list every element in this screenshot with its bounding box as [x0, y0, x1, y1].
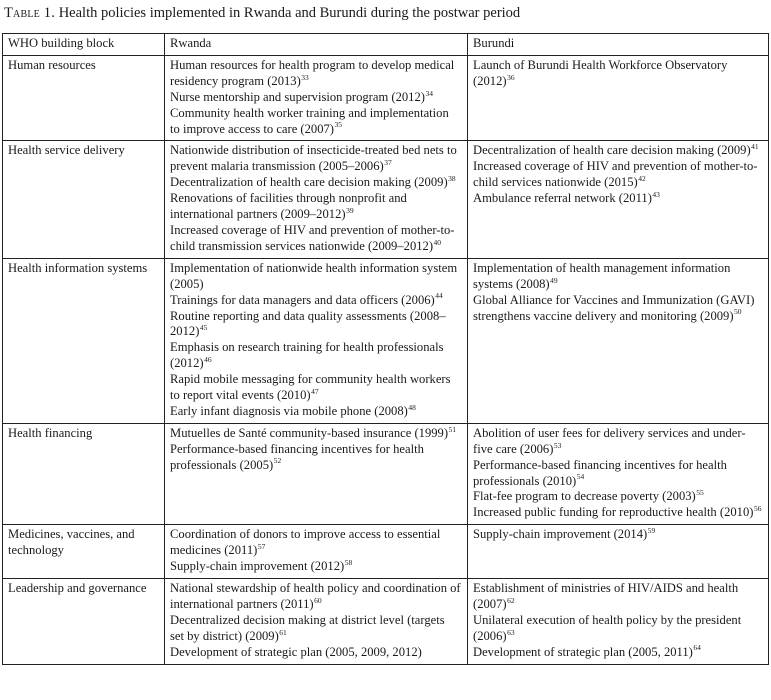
rwanda-policies-cell: [165, 55, 468, 141]
reference-superscript: 64: [693, 643, 701, 653]
reference-superscript: 47: [311, 386, 319, 396]
policy-text: Human resources for health program to develop medical residency program (2013): [170, 57, 455, 88]
policy-text: Flat-fee program to decrease poverty (2003): [473, 489, 696, 504]
policy-item: [170, 613, 461, 645]
policy-item: [473, 159, 762, 191]
policy-text: Nationwide distribution of insecticide-treated bed nets to prevent malaria transmission (2005–2006): [170, 143, 457, 174]
reference-superscript: 63: [507, 627, 515, 637]
policy-text: Trainings for data managers and data officers (2006): [170, 292, 435, 307]
reference-superscript: 51: [448, 424, 457, 434]
policy-text: Decentralization of health care decision making (2009): [473, 143, 751, 158]
reference-superscript: 39: [346, 205, 354, 215]
rwanda-policy-list: [170, 527, 461, 575]
policy-item: [170, 527, 461, 559]
reference-superscript: 38: [448, 174, 456, 184]
reference-superscript: 53: [553, 440, 562, 450]
reference-superscript: 52: [273, 456, 282, 466]
policy-text: Implementation of health management information systems (2008): [473, 260, 731, 291]
rwanda-policies-cell: [165, 141, 468, 258]
policy-text: Coordination of donors to improve access to essential medicines (2011): [170, 527, 441, 558]
burundi-policies-cell: [468, 525, 769, 579]
reference-superscript: 44: [435, 291, 443, 301]
table-caption: [4, 4, 520, 22]
policy-text: Establishment of ministries of HIV/AIDS and health (2007): [473, 581, 739, 611]
policy-item: [473, 261, 762, 293]
rwanda-policies-cell: [165, 579, 468, 665]
policy-item: [170, 106, 461, 138]
table-title: Health policies implemented in Rwanda and Burundi during the postwar period: [55, 5, 521, 21]
policy-item: [473, 58, 762, 90]
reference-superscript: 55: [696, 488, 704, 498]
burundi-policies-cell: [468, 579, 769, 665]
reference-superscript: 54: [576, 472, 585, 482]
policy-text: Performance-based financing incentives for health professionals (2010): [473, 457, 727, 488]
building-block-cell: Health financing: [3, 423, 165, 524]
policy-text: Performance-based financing incentives for health professionals (2005): [170, 441, 424, 472]
table-row: [3, 579, 769, 665]
table-body: [3, 55, 769, 664]
column-header-rwanda: Rwanda: [165, 34, 468, 56]
column-header-burundi: Burundi: [468, 34, 769, 56]
table-row: [3, 423, 769, 524]
table-row: [3, 258, 769, 423]
policy-item: [170, 559, 461, 575]
rwanda-policies-cell: [165, 423, 468, 524]
burundi-policies-cell: [468, 258, 769, 423]
building-block-cell: Leadership and governance: [3, 579, 165, 665]
policy-item: [170, 90, 461, 106]
policy-item: [473, 191, 762, 207]
policy-item: [473, 645, 762, 661]
policy-text: Increased coverage of HIV and prevention of mother-to-child services nationwide (2015): [473, 159, 758, 190]
rwanda-policies-cell: [165, 258, 468, 423]
policy-text: Global Alliance for Vaccines and Immunization (GAVI) strengthens vaccine delivery and monitoring (2009): [473, 292, 755, 323]
reference-superscript: 48: [408, 402, 416, 412]
policy-text: Renovations of facilities through nonprofit and international partners (2009–2012): [170, 191, 407, 222]
rwanda-policy-list: [170, 426, 461, 474]
policy-table: [2, 33, 769, 665]
policy-item: [473, 293, 762, 325]
policy-text: Routine reporting and data quality assessments (2008–2012): [170, 308, 446, 339]
policy-item: [170, 372, 461, 404]
reference-superscript: 58: [344, 557, 353, 567]
table-header-row: [3, 34, 769, 56]
burundi-policy-list: [473, 581, 762, 661]
policy-text: Supply-chain improvement (2014): [473, 527, 648, 542]
policy-text: Ambulance referral network (2011): [473, 191, 652, 206]
policy-text: Increased coverage of HIV and prevention of mother-to-child transmission services nationwide (2009–2012): [170, 222, 455, 253]
policy-text: Launch of Burundi Health Workforce Observatory (2012): [473, 57, 728, 88]
reference-superscript: 50: [734, 307, 742, 317]
reference-superscript: 36: [507, 72, 515, 82]
reference-superscript: 61: [279, 627, 287, 637]
policy-item: [473, 613, 762, 645]
policy-item: [170, 645, 461, 661]
building-block-cell: Health information systems: [3, 258, 165, 423]
table-row: [3, 525, 769, 579]
reference-superscript: 62: [507, 595, 515, 605]
policy-item: [170, 261, 461, 293]
policy-item: [170, 426, 461, 442]
policy-text: Development of strategic plan (2005, 2011): [473, 644, 693, 659]
column-header-building-block: WHO building block: [3, 34, 165, 56]
table-row: [3, 141, 769, 258]
reference-superscript: 49: [550, 275, 558, 285]
rwanda-policy-list: [170, 143, 461, 254]
policy-item: [170, 143, 461, 175]
reference-superscript: 57: [257, 542, 266, 551]
policy-item: [473, 489, 762, 505]
policy-text: Decentralized decision making at district level (targets set by district) (2009): [170, 612, 445, 643]
building-block-cell: Medicines, vaccines, and technology: [3, 525, 165, 579]
policy-item: [170, 581, 461, 613]
building-block-cell: Human resources: [3, 55, 165, 141]
reference-superscript: 35: [334, 120, 343, 130]
burundi-policy-list: [473, 527, 762, 543]
policy-item: [170, 309, 461, 341]
policy-item: [170, 223, 461, 255]
policy-item: [170, 191, 461, 223]
policy-item: [170, 340, 461, 372]
policy-item: [170, 293, 461, 309]
policy-item: [473, 143, 762, 159]
rwanda-policy-list: [170, 58, 461, 138]
building-block-cell: Health service delivery: [3, 141, 165, 258]
policy-item: [473, 527, 762, 543]
policy-item: [473, 458, 762, 490]
policy-item: [170, 442, 461, 474]
rwanda-policy-list: [170, 261, 461, 420]
policy-text: Rapid mobile messaging for community health workers to report vital events (2010): [170, 372, 451, 403]
reference-superscript: 37: [384, 158, 392, 168]
reference-superscript: 40: [433, 237, 442, 247]
policy-text: Supply-chain improvement (2012): [170, 559, 345, 574]
reference-superscript: 43: [652, 189, 660, 199]
policy-text: Community health worker training and implementation to improve access to care (2007): [170, 105, 449, 136]
policy-text: Development of strategic plan (2005, 2009, 2012): [170, 644, 422, 659]
policy-item: [170, 175, 461, 191]
policy-item: [473, 505, 762, 521]
burundi-policy-list: [473, 143, 762, 207]
reference-superscript: 33: [301, 72, 309, 82]
policy-text: Implementation of nationwide health information system (2005): [170, 260, 458, 291]
rwanda-policy-list: [170, 581, 461, 661]
burundi-policies-cell: [468, 55, 769, 141]
reference-superscript: 56: [753, 504, 762, 514]
policy-text: Emphasis on research training for health professionals (2012): [170, 340, 444, 371]
policy-text: Abolition of user fees for delivery services and under-five care (2006): [473, 425, 746, 456]
policy-item: [473, 426, 762, 458]
burundi-policy-list: [473, 58, 762, 90]
reference-superscript: 41: [751, 142, 759, 152]
reference-superscript: 42: [638, 174, 646, 184]
policy-item: [473, 581, 762, 613]
reference-superscript: 46: [204, 355, 212, 365]
policy-text: Decentralization of health care decision making (2009): [170, 175, 448, 190]
policy-text: Unilateral execution of health policy by the president (2006): [473, 612, 742, 643]
reference-superscript: 60: [314, 595, 322, 605]
policy-text: Increased public funding for reproductive health (2010): [473, 505, 754, 520]
reference-superscript: 59: [647, 526, 656, 536]
policy-text: Mutuelles de Santé community-based insurance (1999): [170, 425, 449, 440]
burundi-policies-cell: [468, 141, 769, 258]
table-number: Table 1.: [4, 5, 56, 21]
burundi-policy-list: [473, 261, 762, 325]
reference-superscript: 45: [199, 323, 208, 333]
burundi-policy-list: [473, 426, 762, 521]
policy-text: Early infant diagnosis via mobile phone (2008): [170, 403, 408, 418]
policy-item: [170, 58, 461, 90]
policy-text: Nurse mentorship and supervision program (2012): [170, 89, 425, 104]
reference-superscript: 34: [425, 88, 433, 98]
rwanda-policies-cell: [165, 525, 468, 579]
policy-text: National stewardship of health policy and coordination of international partners (2011): [170, 581, 461, 611]
table-row: [3, 55, 769, 141]
policy-item: [170, 404, 461, 420]
burundi-policies-cell: [468, 423, 769, 524]
